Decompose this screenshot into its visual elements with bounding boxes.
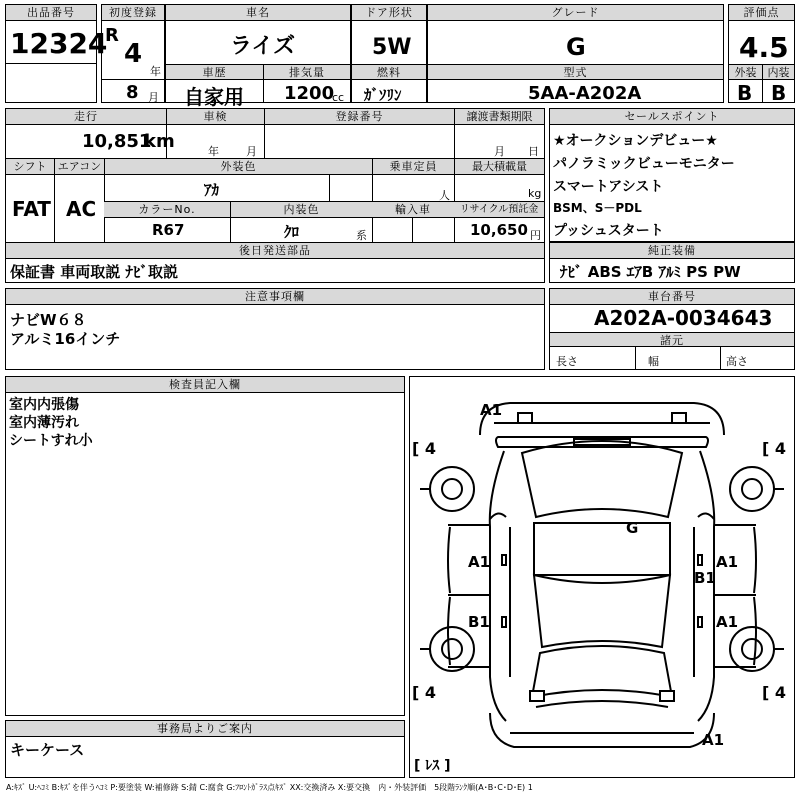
history-label: 車歴 [166, 64, 263, 80]
inspection-month-unit: 月 [246, 145, 257, 158]
displacement-unit: cc [332, 91, 345, 104]
right-front-door-mark: A1 [716, 553, 739, 571]
exterior-color: ｱｶ [204, 181, 220, 199]
mileage-label: 走行 [6, 109, 166, 125]
fuel-label: 燃料 [352, 64, 426, 80]
color-no-label: カラーNo. [104, 202, 230, 218]
shift-label: シフト [6, 159, 54, 175]
exterior-grade: B [737, 81, 753, 105]
transfer-label: 譲渡書類期限 [454, 109, 544, 125]
equipment [549, 242, 795, 283]
grade: G [566, 33, 586, 61]
sales-points-label: セールスポイント [550, 109, 794, 125]
interior-label: 内装 [762, 64, 794, 80]
height-label: 高さ [726, 355, 748, 368]
grade-label: グレード [428, 5, 723, 21]
dims-label: 諸元 [550, 332, 794, 347]
interior-color-unit: 系 [356, 229, 367, 242]
notes-section [5, 288, 545, 370]
door-type: 5W [372, 35, 412, 60]
color-number: R67 [152, 221, 185, 239]
equipment-label: 純正装備 [550, 243, 794, 259]
displacement-label: 排気量 [263, 64, 350, 80]
front-bumper-mark: A1 [480, 401, 503, 419]
office-section [5, 720, 405, 778]
note-line: アルミ16インチ [10, 330, 121, 348]
door-section [351, 4, 427, 103]
recycle-unit: 円 [530, 229, 541, 242]
import-label: 輸入車 [372, 202, 454, 218]
car-name-section [165, 4, 351, 109]
fuel: ｶﾞｿﾘﾝ [364, 86, 402, 104]
interior-color: ｸﾛ [284, 223, 300, 241]
ac-label: エアコン [54, 159, 104, 175]
month-unit: 月 [148, 91, 159, 104]
tire-front-right: [ 4 [762, 439, 787, 458]
capacity-label: 乗車定員 [372, 159, 454, 175]
legend: A:ｷｽﾞ U:ﾍｺﾐ B:ｷｽﾞを伴うﾍｺﾐ P:要塗装 W:補修跡 S:錆 C:腐食 G:ﾌﾛﾝﾄｶﾞﾗｽ点ｷｽﾞ XX:交換済み X:要交換 内・外装評価 5段階ﾗﾝｸ順(A･B･C･D･E) 1 [6, 783, 533, 792]
roof-mark: G [626, 519, 639, 537]
chassis-number: A202A-0034643 [594, 306, 773, 330]
spare-tire: [ ﾚｽ ] [414, 758, 451, 774]
note-line: ナビW６８ [10, 311, 87, 329]
reg-month: 8 [126, 82, 139, 103]
color-label: 外装色 [104, 159, 372, 175]
notes-label: 注意事項欄 [6, 289, 544, 305]
first-reg-label: 初度登録 [102, 5, 164, 21]
score-section [728, 4, 795, 103]
inspector-note: 室内薄汚れ [9, 415, 79, 431]
sales-point-line: パノラミックビューモニター [553, 156, 735, 172]
inspector-label: 検査員記入欄 [6, 377, 404, 393]
lot-number: 12324 [10, 27, 108, 60]
inspector-note: 室内内張傷 [9, 397, 79, 413]
air-conditioner: AC [66, 197, 97, 221]
reg-no-label: 登録番号 [264, 109, 454, 125]
sales-point-line: BSM、S－PDL [553, 201, 642, 215]
reg-year: 4 [124, 39, 143, 69]
chassis-label: 車台番号 [550, 289, 794, 305]
later-parts-label: 後日発送部品 [6, 243, 544, 259]
lot-section [5, 4, 108, 103]
inspector-note: シートすれ小 [9, 433, 93, 449]
year-unit: 年 [150, 65, 161, 78]
tire-rear-right: [ 4 [762, 683, 787, 702]
transfer-month-unit: 月 [494, 145, 505, 158]
left-rear-door-mark: B1 [468, 613, 490, 631]
sales-points [549, 108, 795, 242]
rear-bumper-mark: A1 [702, 731, 725, 749]
max-load-unit: kg [528, 187, 542, 200]
recycle-label: リサイクル預託金 [454, 202, 544, 218]
inspection-label: 車検 [166, 109, 264, 125]
vehicle-details [5, 108, 545, 283]
capacity-unit: 人 [439, 189, 450, 202]
tire-front-left: [ 4 [412, 439, 437, 458]
tire-rear-left: [ 4 [412, 683, 437, 702]
chassis-section [549, 288, 795, 370]
sales-point-line: プッシュスタート [553, 223, 664, 239]
car-name-label: 車名 [166, 5, 350, 21]
score-label: 評価点 [729, 5, 794, 21]
car-name: ライズ [230, 34, 296, 59]
right-pillar-mark: B1 [694, 569, 716, 587]
door-label: ドア形状 [352, 5, 426, 21]
office-label: 事務局よりご案内 [6, 721, 404, 737]
transfer-day-unit: 日 [528, 145, 539, 158]
displacement: 1200 [284, 83, 335, 104]
shift: FAT [12, 197, 51, 221]
sales-point-line: ★オークションデビュー★ [553, 133, 718, 149]
first-registration [101, 4, 165, 103]
later-parts: 保証書 車両取説 ﾅﾋﾞ取説 [10, 263, 178, 281]
model-code: 5AA-A202A [528, 83, 642, 104]
car-outline [410, 377, 794, 777]
mileage-unit: km [144, 131, 175, 152]
length-label: 長さ [556, 355, 578, 368]
exterior-label: 外装 [729, 64, 762, 80]
interior-grade: B [771, 81, 787, 105]
interior-color-label: 内装色 [230, 202, 372, 218]
width-label: 幅 [648, 355, 659, 368]
office-note: キーケース [10, 741, 85, 759]
model-label: 型式 [428, 64, 723, 80]
lot-label: 出品番号 [6, 5, 96, 21]
era: R [105, 25, 119, 46]
equipment-list: ﾅﾋﾞ ABS ｴｱB ｱﾙﾐ PS PW [560, 263, 741, 281]
inspection-year-unit: 年 [208, 145, 219, 158]
inspector-section [5, 376, 405, 716]
sales-point-line: スマートアシスト [553, 179, 664, 195]
car-history: 自家用 [184, 85, 244, 109]
recycle-fee: 10,650 [470, 221, 528, 239]
evaluation-score: 4.5 [739, 31, 789, 64]
car-diagram [409, 376, 795, 778]
grade-section [427, 4, 724, 103]
max-load-label: 最大積載量 [454, 159, 544, 175]
mileage: 10,851 [82, 131, 152, 152]
right-rear-door-mark: A1 [716, 613, 739, 631]
left-front-door-mark: A1 [468, 553, 491, 571]
